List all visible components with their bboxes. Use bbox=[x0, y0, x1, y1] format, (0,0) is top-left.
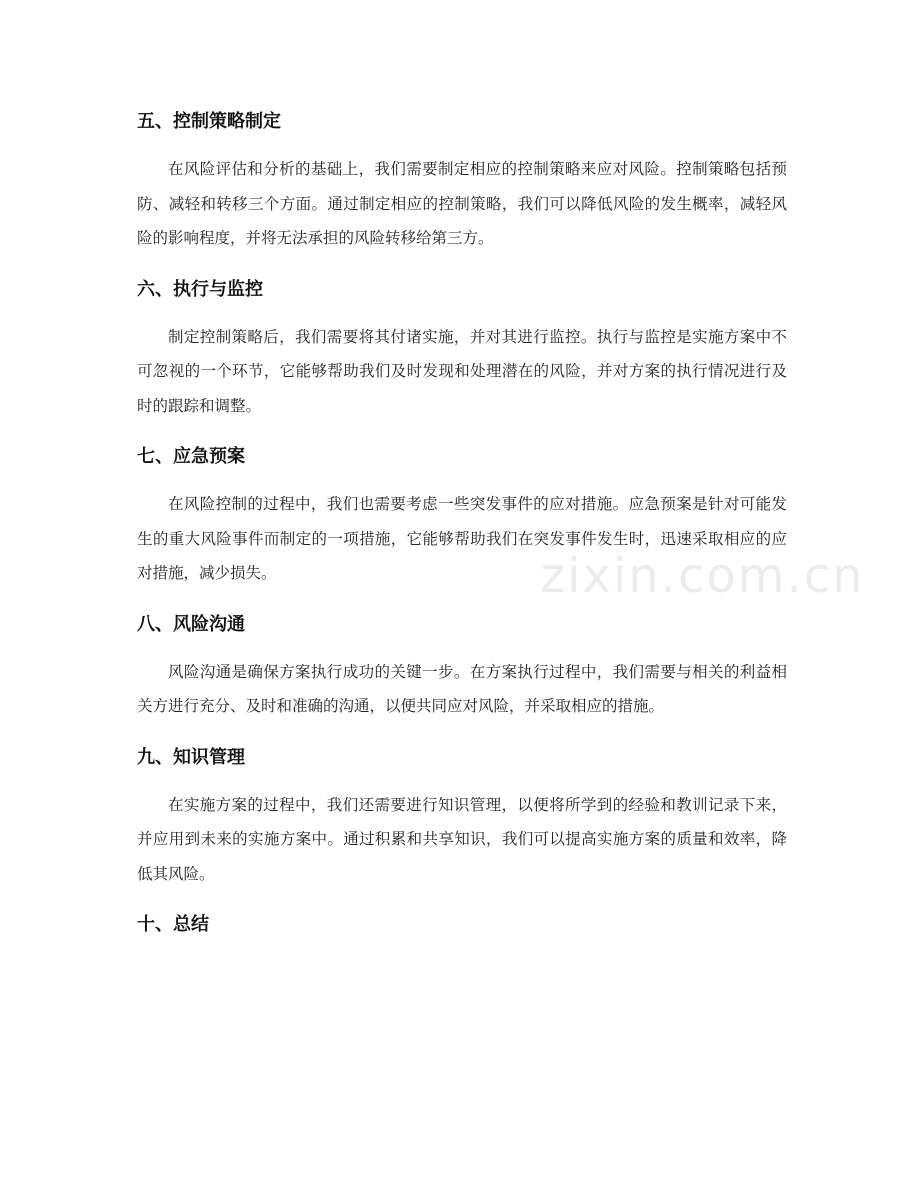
section-heading-5: 五、控制策略制定 bbox=[137, 111, 281, 132]
section-paragraph-7: 在风险控制的过程中，我们也需要考虑一些突发事件的应对措施。应急预案是针对可能发生的重大风险事件而制定的一项措施，它能够帮助我们在突发事件发生时，迅速采取相应的应对措施，减少损失。 bbox=[137, 495, 787, 582]
section-paragraph-6: 制定控制策略后，我们需要将其付诸实施，并对其进行监控。执行与监控是实施方案中不可忽视的一个环节，它能够帮助我们及时发现和处理潜在的风险，并对方案的执行情况进行及时的跟踪和调整。 bbox=[137, 327, 787, 415]
section-heading-9: 九、知识管理 bbox=[137, 746, 245, 768]
watermark-text: zixin.com.cn bbox=[540, 548, 865, 604]
section-heading-7: 七、应急预案 bbox=[137, 446, 245, 467]
section-paragraph-8: 风险沟通是确保方案执行成功的关键一步。在方案执行过程中，我们需要与相关的利益相关方进行充分、及时和准确的沟通，以便共同应对风险，并采取相应的措施。 bbox=[137, 662, 787, 715]
section-heading-10: 十、总结 bbox=[137, 914, 209, 935]
section-heading-6: 六、执行与监控 bbox=[137, 278, 263, 300]
section-heading-8: 八、风险沟通 bbox=[137, 613, 245, 635]
document-content bbox=[137, 104, 787, 943]
section-paragraph-5: 在风险评估和分析的基础上，我们需要制定相应的控制策略来应对风险。控制策略包括预防、减轻和转移三个方面。通过制定相应的控制策略，我们可以降低风险的发生概率，减轻风险的影响程度，并将无法承担的风险转移给第三方。 bbox=[137, 160, 787, 247]
section-paragraph-9: 在实施方案的过程中，我们还需要进行知识管理，以便将所学到的经验和教训记录下来，并应用到未来的实施方案中。通过积累和共享知识，我们可以提高实施方案的质量和效率，降低其风险。 bbox=[137, 795, 787, 883]
